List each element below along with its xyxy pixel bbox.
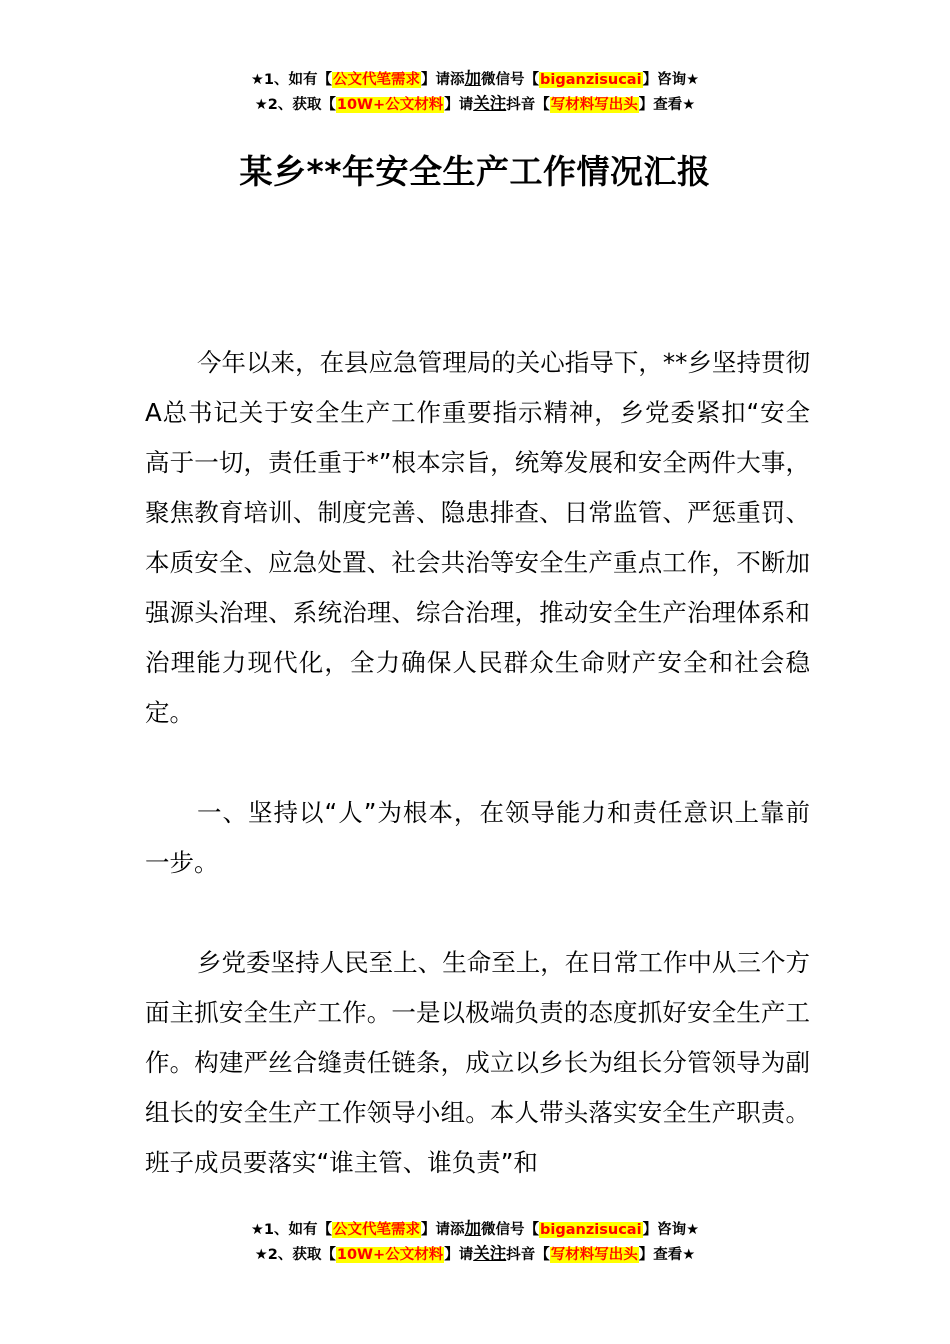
banner-highlight: 公文代笔需求: [333, 1222, 421, 1238]
banner-highlight: 写材料写出头: [550, 1247, 638, 1263]
banner-text: 加: [464, 1219, 482, 1238]
banner-text: 】查看★: [638, 1247, 696, 1263]
banner-text: 】请: [444, 97, 474, 113]
paragraph-intro: 今年以来，在县应急管理局的关心指导下，**乡坚持贯彻A总书记关于安全生产工作重要指示精神，乡党委紧扣“安全高于一切，责任重于*”根本宗旨，统筹发展和安全两件大事，聚焦教育培训、制度完善、隐患排查、日常监管、严惩重罚、本质安全、应急处置、社会共治等安全生产重点工作，不断加强源头治理、系统治理、综合治理，推动安全生产治理体系和治理能力现代化，全力确保人民群众生命财产安全和社会稳定。: [145, 348, 810, 727]
banner-line-1: [0, 67, 950, 92]
banner-text: 】请添: [421, 72, 465, 88]
banner-line-1: [0, 1217, 950, 1242]
banner-highlight: 公文代笔需求: [333, 72, 421, 88]
banner-highlight: 10W+公文材料: [336, 1247, 444, 1263]
section-heading: 一、坚持以“人”为根本，在领导能力和责任意识上靠前一步。: [145, 798, 810, 877]
banner-text: 】请: [444, 1247, 474, 1263]
banner-text: 关注: [473, 94, 507, 113]
banner-text: ★1、如有【: [250, 1222, 333, 1238]
banner-text: 】查看★: [638, 97, 696, 113]
banner-text: 微信号【: [481, 72, 540, 88]
banner-text: ★1、如有【: [250, 72, 333, 88]
banner-text: 】请添: [421, 1222, 465, 1238]
banner-line-2: [0, 92, 950, 117]
footer-banner: [0, 1217, 950, 1267]
document-title: 某乡**年安全生产工作情况汇报: [239, 152, 711, 191]
banner-line-2: [0, 1242, 950, 1267]
banner-text: 关注: [473, 1244, 507, 1263]
banner-text: 微信号【: [481, 1222, 540, 1238]
banner-text: 抖音【: [506, 97, 550, 113]
banner-text: ★2、获取【: [254, 97, 336, 113]
banner-text: 】咨询★: [642, 1222, 700, 1238]
banner-highlight: biganzisucai: [540, 1222, 642, 1238]
banner-text: 抖音【: [506, 1247, 550, 1263]
banner-highlight: biganzisucai: [540, 72, 642, 88]
header-banner: [0, 67, 950, 117]
paragraph-body: 乡党委坚持人民至上、生命至上，在日常工作中从三个方面主抓安全生产工作。一是以极端负责的态度抓好安全生产工作。构建严丝合缝责任链条，成立以乡长为组长分管领导为副组长的安全生产工作领导小组。本人带头落实安全生产职责。班子成员要落实“谁主管、谁负责”和: [145, 948, 810, 1177]
banner-text: 加: [464, 69, 482, 88]
banner-text: ★2、获取【: [254, 1247, 336, 1263]
banner-highlight: 10W+公文材料: [336, 97, 444, 113]
banner-text: 】咨询★: [642, 72, 700, 88]
banner-highlight: 写材料写出头: [550, 97, 638, 113]
